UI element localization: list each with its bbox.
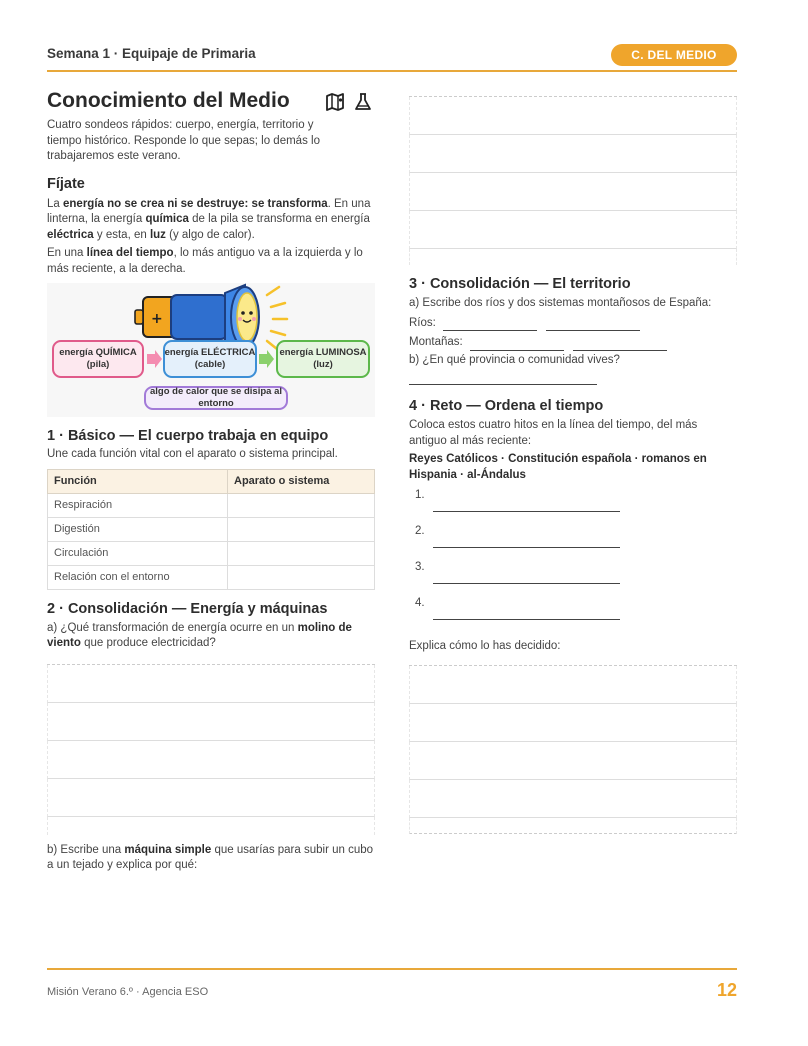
mountain-blank-2[interactable] [573, 339, 667, 351]
table-cell-function: Respiración [48, 493, 228, 517]
title-icons [325, 92, 373, 112]
mountains-line [409, 335, 737, 351]
table-cell-function: Digestión [48, 517, 228, 541]
answer-lines-a[interactable] [47, 664, 375, 817]
answer-lines-top[interactable] [409, 96, 737, 249]
rivers-line [409, 316, 737, 332]
list-item: 3. [409, 561, 737, 597]
chemical-energy-box: energía QUÍMICA (pila) [59, 347, 137, 370]
subject-badge: C. DEL MEDIO [611, 44, 737, 66]
section-3-question-b: b) ¿En qué provincia o comunidad vives? [409, 353, 620, 366]
answer-cell[interactable] [228, 565, 375, 589]
footer-text: Misión Verano 6.º · Agencia ESO [47, 986, 209, 998]
vital-functions-table [47, 469, 375, 590]
explain-prompt: Explica cómo lo has decidido: [409, 640, 561, 652]
table-row [48, 541, 375, 565]
mountain-blank-1[interactable] [470, 339, 564, 351]
answer-lines-explain[interactable] [409, 665, 737, 818]
table-header-row [48, 469, 375, 493]
table-header-function: Función [48, 469, 228, 493]
intro-text: Cuatro sondeos rápidos: cuerpo, energía, territorio y tiempo histórico. Responde lo que sepas; lo demás lo trabajaremos este verano. [47, 119, 320, 162]
section-4-instructions: Coloca estos cuatro hitos en la línea del tiempo, del más antiguo al más reciente: [409, 419, 698, 447]
page-header [47, 44, 737, 72]
answer-blank[interactable] [433, 583, 620, 584]
answer-cell[interactable] [228, 517, 375, 541]
arrow-icon [147, 350, 162, 368]
header-title: Semana 1 · Equipaje de Primaria [47, 46, 256, 61]
section-2-question-a: a) ¿Qué transformación de energía ocurre en un molino de viento que produce electricidad? [47, 621, 352, 649]
river-blank-1[interactable] [443, 319, 537, 331]
page-number: 12 [716, 980, 737, 1000]
svg-text:+: + [151, 311, 163, 327]
table-row [48, 517, 375, 541]
table-cell-function: Circulación [48, 541, 228, 565]
page-footer [47, 968, 737, 1000]
fijate-paragraph-1: La energía no se crea ni se destruye: se transforma. En una linterna, la energía química de la pila se transforma en energía eléctrica y esta, en luz (y algo de calor). [47, 197, 371, 241]
energy-diagram [47, 283, 375, 417]
mountains-label: Montañas: [409, 336, 463, 348]
left-column [47, 88, 375, 874]
answer-cell[interactable] [228, 541, 375, 565]
right-column [409, 88, 737, 834]
province-blank[interactable] [409, 384, 597, 385]
section-1-heading: 1 · Básico — El cuerpo trabaja en equipo [47, 428, 329, 444]
rivers-label: Ríos: [409, 316, 436, 329]
arrow-icon [259, 350, 274, 368]
section-2-question-b: b) Escribe una máquina simple que usarías para subir un cubo a un tejado y explica por qué: [47, 843, 374, 871]
list-item: 2. [409, 525, 737, 561]
timeline-order-list [409, 489, 737, 633]
table-row [48, 565, 375, 589]
table-row [48, 493, 375, 517]
torch-icon [171, 285, 287, 349]
list-item: 4. [409, 597, 737, 633]
section-3-heading: 3 · Consolidación — El territorio [409, 276, 631, 292]
table-header-system: Aparato o sistema [228, 469, 375, 493]
fijate-heading: Fíjate [47, 175, 85, 192]
milestones-list: Reyes Católicos · Constitución española · romanos en Hispania · al-Ándalus [409, 453, 707, 481]
answer-cell[interactable] [228, 493, 375, 517]
light-energy-box: energía LUMINOSA (luz) [279, 347, 367, 370]
flask-icon [353, 92, 373, 112]
heat-loss-box: algo de calor que se disipa al entorno [150, 386, 282, 409]
river-blank-2[interactable] [546, 319, 640, 331]
section-3-question-a: a) Escribe dos ríos y dos sistemas montañosos de España: [409, 297, 712, 309]
list-item: 1. [409, 489, 737, 525]
map-icon [325, 92, 345, 112]
table-cell-function: Relación con el entorno [48, 565, 228, 589]
section-1-instructions: Une cada función vital con el aparato o sistema principal. [47, 448, 338, 460]
answer-blank[interactable] [433, 547, 620, 548]
fijate-paragraph-2: En una línea del tiempo, lo más antiguo va a la izquierda y lo más reciente, a la derecha. [47, 247, 363, 275]
answer-blank[interactable] [433, 619, 620, 620]
page-title: Conocimiento del Medio [47, 89, 290, 112]
section-4-heading: 4 · Reto — Ordena el tiempo [409, 398, 604, 414]
answer-blank[interactable] [433, 511, 620, 512]
section-2-heading: 2 · Consolidación — Energía y máquinas [47, 600, 328, 617]
electrical-energy-box: energía ELÉCTRICA (cable) [164, 347, 256, 370]
